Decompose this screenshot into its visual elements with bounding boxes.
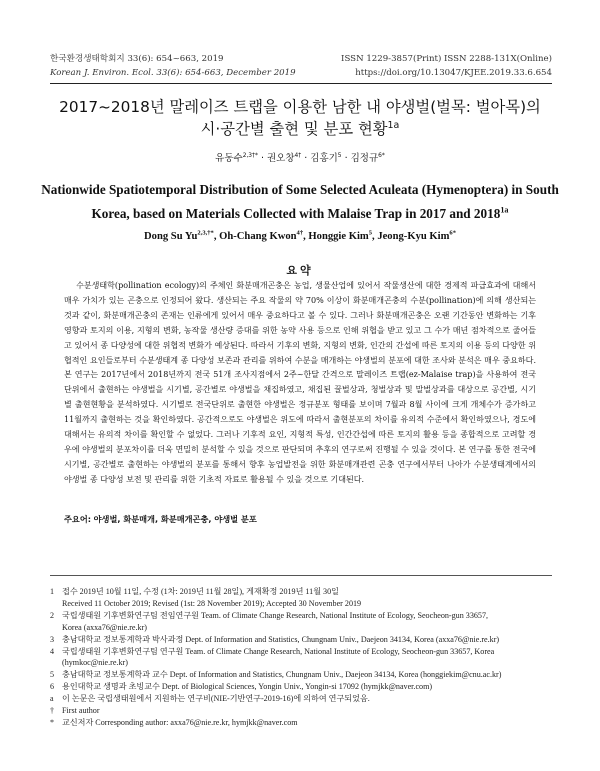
footnote-line: 충남대학교 정보통계학과 교수 Dept. of Information and Statistics, Chungnam Univ., Daejeon 34134, Korea (honggiekim@cnu.ac.kr) [62, 670, 502, 680]
footnote-item [50, 586, 560, 610]
en-author-affiliation: 5 [368, 229, 373, 237]
footnote-item [50, 610, 560, 634]
footnote-line: 충남대학교 정보통계학과 박사과정 Dept. of Information and Statistics, Chungnam Univ., Daejeon 34134, Korea (axxa76@nie.re.kr) [62, 634, 500, 644]
ko-author-name: 권오창 [266, 153, 295, 164]
footnote-mark: 1 [50, 587, 55, 596]
journal-name-ko: 한국환경생태학회지 33(6): 654~663, 2019 [50, 54, 224, 64]
ko-author [215, 153, 258, 164]
title-korean [40, 96, 560, 140]
en-author-name: Jeong-Kyu Kim [377, 231, 450, 242]
en-author [308, 231, 372, 242]
en-author-name: Oh-Chang Kwon [219, 231, 297, 242]
authors-english [40, 231, 560, 242]
en-author [377, 231, 456, 242]
footnote-line: 이 논문은 국립생태원에서 지원하는 연구비(NIE-기반연구-2019-16)에 의하여 연구되었음. [62, 694, 370, 704]
issn-header [341, 52, 552, 80]
footnote-mark: † [50, 706, 55, 716]
journal-name-en: Korean J. Environ. Ecol. 33(6): 654-663, December 2019 [50, 68, 296, 78]
footnote-text [62, 610, 560, 634]
ko-author [351, 153, 385, 164]
abstract-heading: 요약 [286, 264, 314, 277]
footnote-mark: 5 [50, 670, 55, 680]
title-ko-line1: 2017~2018년 말레이즈 트랩을 이용한 남한 내 야생벌(벌목: 벌아목)의 [59, 98, 541, 116]
footnote-line: 교신저자 Corresponding author: axxa76@nie.re.kr, hymjkk@naver.com [62, 717, 298, 727]
journal-header [50, 52, 296, 80]
footnote-mark: * [50, 717, 55, 727]
keywords [64, 514, 536, 525]
ko-author-separator: · [301, 153, 311, 164]
title-en-superscript: 1a [500, 205, 509, 215]
ko-author-name: 유동수 [215, 153, 243, 164]
en-author [144, 231, 214, 242]
footnote-rule [50, 575, 552, 576]
footnote-text [62, 705, 560, 717]
header-rule [50, 83, 552, 84]
issn: ISSN 1229-3857(Print) ISSN 2288-131X(Online) [341, 54, 552, 64]
footnote-item [50, 634, 560, 646]
footnote-text [62, 646, 560, 670]
doi-link[interactable]: https://doi.org/10.13047/KJEE.2019.33.6.654 [355, 68, 552, 78]
en-author-affiliation: 2,3,†* [197, 229, 214, 237]
footnote-item [50, 693, 560, 705]
footnote-mark: 6 [50, 682, 55, 692]
footnote-item [50, 717, 560, 729]
footnote-item [50, 669, 560, 681]
en-author-name: Honggie Kim [308, 231, 369, 242]
ko-author-affiliation: 4† [294, 152, 302, 159]
title-en-line2: Korea, based on Materials Collected with Malaise Trap in 2017 and $2018^{1a}$ [91, 205, 509, 221]
ko-author-separator: · [257, 153, 267, 164]
title-english [40, 178, 560, 226]
footnote-line: First author [62, 706, 100, 716]
abstract-body: 수분생태학(pollination ecology)의 주체인 화분매개곤충은 농업, 생물산업에 있어서 작물생산에 대한 경제적 파급효과에 대해서 매우 가치가 있는 곤충으로 인정되어 왔다. 생산되는 주요 작물의 약 70% 이상이 화분매개곤충의 수분(pollination)에 의해 생산되는 것과 같이, 화분매개곤충의 존재는 인류에게 있어서 매우 중요하다고 볼 수 있다. 그러나 화분매개곤충은 오랜 기간동안 변화하는 기후영향과 토지의 이용, 지형의 변화, 농작물 생산량 증대를 위한 농약 사용 등으로 인해 위협을 받고 있고 그 수가 매년 점차적으로 줄어들고 있어서 종 다양성에 대한 위협적 변화가 예상된다. 따라서 기후의 변화, 지형의 변화, 인간의 간섭에 따른 토지의 이용 등의 다양한 위협적인 요인들로부터 수분생태계 종 다양성 보존과 관리를 위하여 수분을 매개하는 야생벌의 분포에 대한 조사와 분석은 매우 중요하다. 본 연구는 2017년에서 2018년까지 전국 51개 조사지점에서 2주~한달 간격으로 말레이즈 트랩(ez-Malaise trap)을 사용하여 전국단위에서 출현하는 야생벌을 시기별, 공간별로 야생벌을 채집하였고, 채집된 꿀벌상과, 청벌상과 및 말벌상과를 대상으로 공간별, 시기별 출현현황을 분석하였다. 시기별로 전국단위로 출현한 야생벌은 정규분포 형태를 보이며 7월과 8월 사이에 크게 개체수가 증가하고 11월까지 출현하는 것을 확인하였다. 공간적으로도 야생벌은 위도에 따라서 출현분포의 차이를 유의적 수준에서 확인하였으나, 경도에 대해서는 유의적 차이를 확인할 수 없었다. 그러나 기후적 요인, 지형적 특성, 인간간섭에 따른 토지의 활용 등을 종합적으로 고려할 경우에 야생벌의 분포차이를 더욱 면밀히 분석할 수 있을 것으로 판단되며 추후의 연구로써 진행될 수 있을 것이다. 본 연구를 통한 전국에 시기별, 공간별로 출현하는 야생벌의 분포를 통해서 향후 농업발전을 위한 화분매개관련 곤충 연구에서부터 나아가 수분생태계에서의 야생벌 종 다양성 보전 및 관리를 위한 기초적 자료로 활용될 수 있을 것으로 기대된다. [64, 281, 536, 484]
ko-author-name: 김정규 [350, 153, 379, 164]
en-author-affiliation: 6* [449, 229, 456, 237]
ko-author-name: 김홍기 [310, 153, 338, 164]
footnotes [50, 586, 560, 729]
footnote-item [50, 705, 560, 717]
footnote-line: 국립생태원 기후변화연구팀 연구원 Team. of Climate Change Research, National Institute of Ecology, Seocheon-gun 33657, Korea [62, 646, 495, 656]
footnote-line: (hymkoc@nie.re.kr) [62, 658, 128, 668]
footnote-item [50, 681, 560, 693]
en-author-name: Dong Su Yu [144, 231, 198, 242]
footnote-mark: a [50, 694, 54, 704]
ko-author-affiliation: 6* [378, 152, 385, 159]
title-en-line1: Nationwide Spatiotemporal Distribution of Some Selected Aculeata (Hymenoptera) in South [41, 182, 559, 197]
footnote-item [50, 646, 560, 670]
footnote-line: 용인대학교 생명과 초빙교수 Dept. of Biological Sciences, Yongin Univ., Yongin-si 17092 (hymjkk@naver.com) [62, 682, 433, 692]
footnote-mark: 4 [50, 646, 55, 656]
footnote-mark: 3 [50, 634, 55, 644]
ko-author-affiliation: 5 [337, 152, 342, 159]
footnote-text [62, 717, 560, 729]
en-author-separator: , [372, 231, 378, 242]
footnote-line: 접수 2019년 10월 11일, 수정 (1차: 2019년 11월 28일), 게재확정 2019년 11월 30일 [62, 587, 339, 596]
footnote-text [62, 586, 560, 610]
en-author-separator: , [303, 231, 309, 242]
keywords-list: 야생벌, 화분매개, 화분매개곤충, 야생벌 분포 [93, 514, 257, 524]
ko-author-affiliation: 2,3†* [242, 152, 258, 159]
en-author [219, 231, 303, 242]
en-author-separator: , [213, 231, 220, 242]
en-author-affiliation: 4† [296, 229, 304, 237]
ko-author [267, 153, 301, 164]
footnote-text [62, 681, 560, 693]
footnote-mark: 2 [50, 610, 55, 620]
title-ko-line2: 시·공간별 출현 및 분포 현황$^{1a}$ [200, 119, 400, 138]
footnote-line: Received 11 October 2019; Revised (1st: 28 November 2019); Accepted 30 November 2019 [62, 598, 362, 608]
ko-author-separator: · [341, 153, 351, 164]
footnote-text [62, 669, 560, 681]
footnote-line: 국립생태원 기후변화연구팀 전임연구원 Team. of Climate Change Research, National Institute of Ecology, Seocheon-gun 33657, [62, 610, 489, 620]
title-ko-superscript: 1a [387, 119, 400, 131]
authors-korean [40, 150, 560, 164]
footnote-text [62, 634, 560, 646]
keywords-label: 주요어: [64, 514, 92, 524]
footnote-line: Korea (axxa76@nie.re.kr) [62, 622, 147, 632]
ko-author [310, 153, 341, 164]
footnote-text [62, 693, 560, 705]
